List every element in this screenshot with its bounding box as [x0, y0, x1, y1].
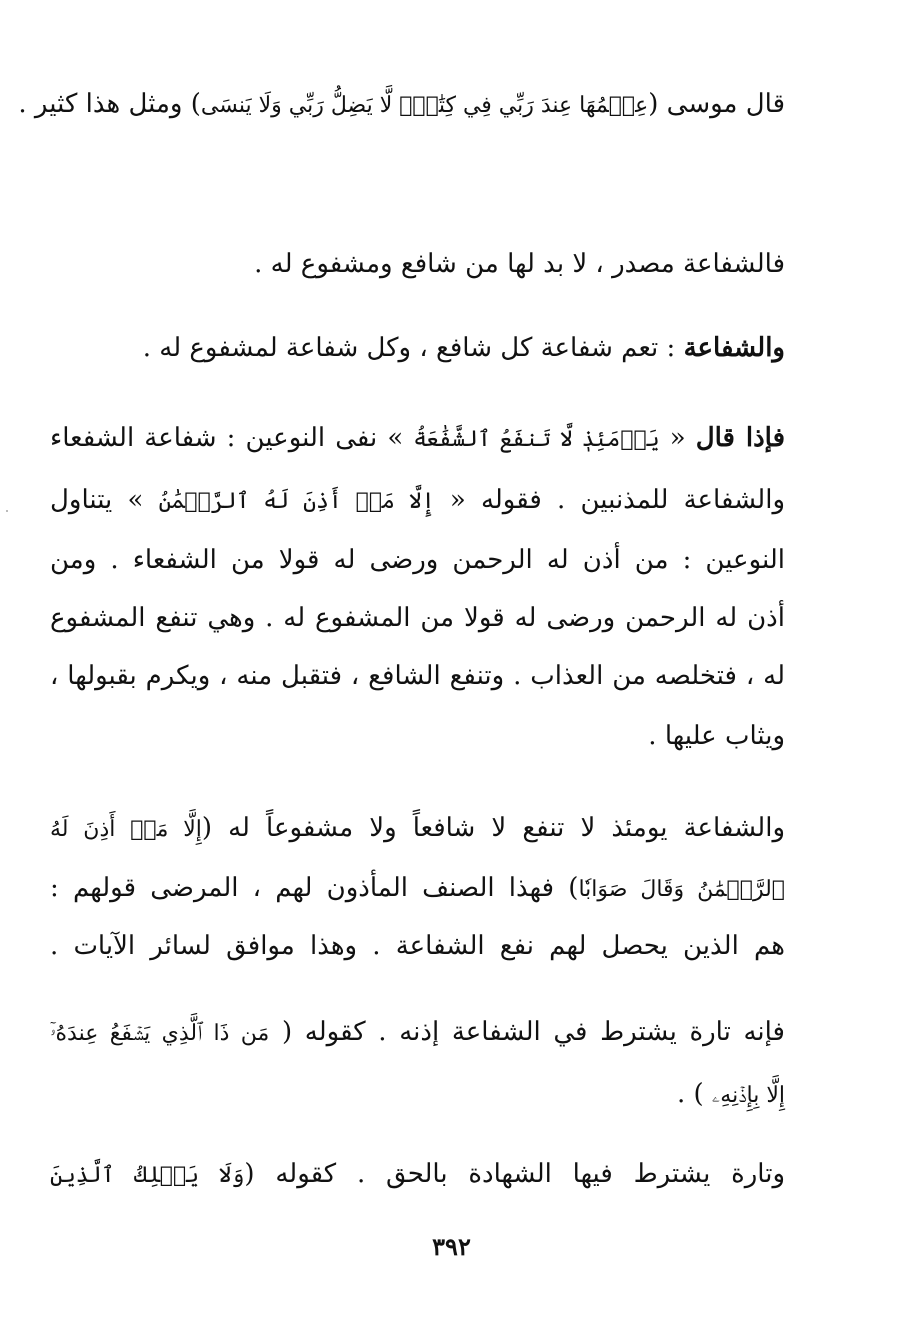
text-segment: ويثاب عليها .: [648, 721, 785, 751]
text-line-11: [50, 868, 785, 910]
text-line-14: [50, 1074, 785, 1116]
text-segment: فالشفاعة مصدر ، لا بد لها من شافع ومشفوع له .: [254, 249, 785, 279]
text-line-4: [50, 418, 785, 460]
keyword: والشفاعة: [683, 333, 785, 363]
quran-quote: ٱلرَّحۡمَٰنُ وَقَالَ صَوَابٗا: [578, 877, 786, 902]
quran-quote: إِلَّا مَنۡ أَذِنَ لَهُ: [50, 817, 202, 842]
text-line-15: [50, 1154, 785, 1196]
page-number: ٣٩٢: [432, 1232, 471, 1261]
text-segment: له ، فتخلصه من العذاب . وتنفع الشافع ، فتقبل منه ، ويكرم بقبولها ،: [50, 661, 785, 691]
text-line-12: [50, 926, 785, 966]
text-line-9: [50, 716, 785, 756]
text-line-7: [50, 598, 785, 638]
text-segment: «: [659, 423, 696, 453]
text-segment: أذن له الرحمن ورضى له قولا من المشفوع له . وهي تنفع المشفوع: [50, 603, 785, 633]
text-segment: النوعين : من أذن له الرحمن ورضى له قولا من الشفعاء . ومن: [50, 545, 785, 575]
text-segment: : تعم شفاعة كل شافع ، وكل شفاعة لمشفوع له .: [142, 333, 684, 363]
quran-quote: عِلۡمُهَا عِندَ رَبِّي فِي كِتَٰبٖۖ لَّا يَضِلُّ رَبِّي وَلَا يَنسَى: [200, 93, 649, 118]
margin-speck: [6, 510, 8, 512]
quran-quote: يَوۡمَئِذٖ لَّا تَنفَعُ ٱلشَّفَٰعَةُ: [413, 427, 660, 452]
quran-quote: إِلَّا بِإِذۡنِهِۦ: [711, 1083, 785, 1108]
text-segment: فإنه تارة يشترط في الشفاعة إذنه . كقوله (: [269, 1017, 785, 1047]
text-segment: وتارة يشترط فيها الشهادة بالحق . كقوله (: [244, 1159, 785, 1189]
text-segment: » نفى النوعين : شفاعة الشفعاء: [50, 423, 414, 453]
text-segment: ) .: [676, 1079, 712, 1109]
text-line-8: [50, 656, 785, 696]
text-segment: قال موسى (: [648, 89, 785, 119]
text-segment: ) فهذا الصنف المأذون لهم ، المرضى قولهم :: [50, 873, 579, 903]
text-line-6: [50, 540, 785, 580]
text-line-2: [220, 244, 785, 284]
text-line-5: [50, 480, 785, 522]
text-segment: والشفاعة يومئذ لا تنفع لا شافعاً ولا مشفوعاً له (: [201, 813, 785, 843]
text-line-13: [50, 1012, 785, 1054]
keyword: فإذا قال: [695, 423, 786, 453]
text-segment: » يتناول: [50, 485, 159, 515]
quran-quote: وَلَا يَمۡلِكُ ٱلَّذِينَ: [50, 1163, 245, 1188]
quran-quote: إِلَّا مَنۡ أَذِنَ لَهُ ٱلرَّحۡمَٰنُ: [158, 489, 435, 514]
text-segment: والشفاعة للمذنبين . فقوله «: [434, 485, 785, 515]
quran-quote: مَن ذَا ٱلَّذِي يَشۡفَعُ عِندَهُۥٓ: [50, 1021, 270, 1046]
text-line-1: [18, 84, 785, 126]
text-line-10: [50, 808, 785, 850]
text-segment: ) ومثل هذا كثير .: [18, 89, 201, 119]
text-segment: هم الذين يحصل لهم نفع الشفاعة . وهذا موافق لسائر الآيات .: [50, 931, 785, 961]
text-line-3: [100, 328, 785, 368]
